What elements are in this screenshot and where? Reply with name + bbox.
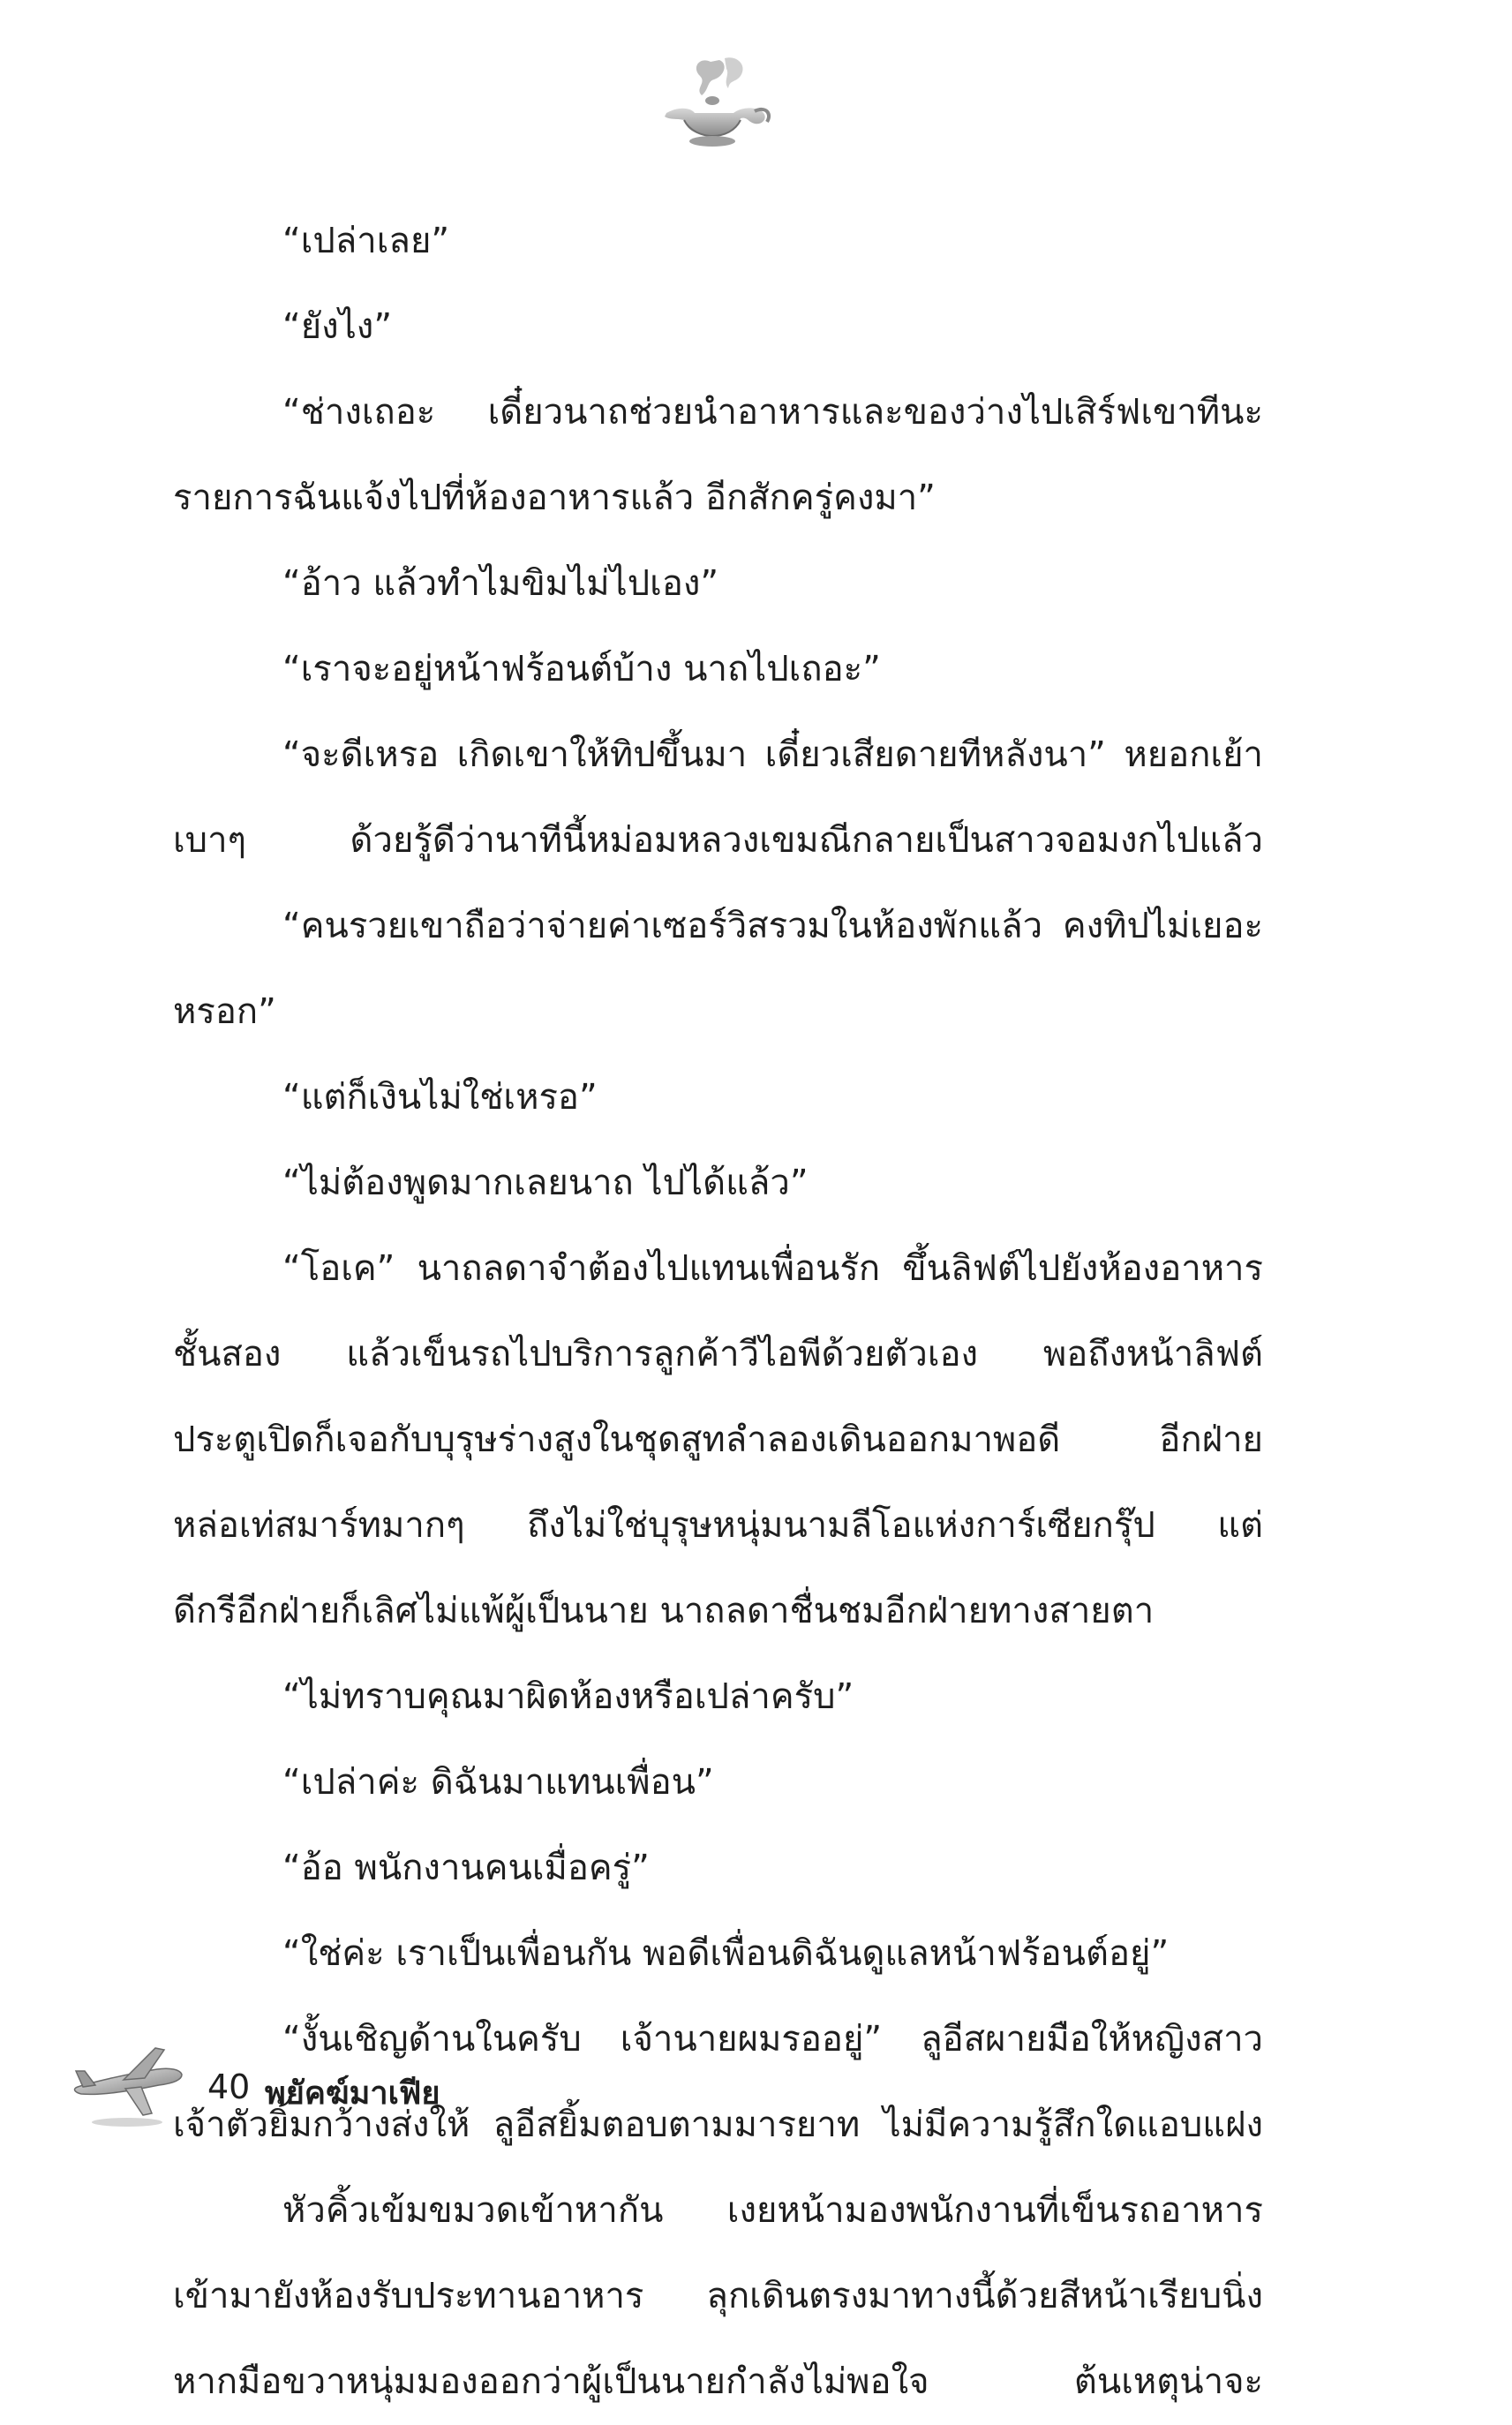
text-line: รายการฉันแจ้งไปที่ห้องอาหารแล้ว อีกสักครู่คงมา” — [173, 478, 936, 518]
page-footer — [71, 2030, 688, 2136]
text-line: ประตูเปิดก็เจอกับบุรุษร่างสูงในชุดสูทลำลองเดินออกมาพอดี อีกฝ่าย — [173, 1420, 1263, 1460]
text-line: หรอก” — [173, 991, 276, 1032]
text-line: หล่อเท่สมาร์ทมากๆ ถึงไม่ใช่บุรุษหนุ่มนามลีโอแห่งการ์เซียกรุ๊ป แต่ — [173, 1505, 1263, 1546]
text-line: เจ้าตัวยิ้มกว้างส่งให้ ลูอีสยิ้มตอบตามมารยาท ไม่มีความรู้สึกใดแอบแฝง — [173, 2105, 1263, 2145]
text-line: ชั้นสอง แล้วเข็นรถไปบริการลูกค้าวีไอพีด้วยตัวเอง พอถึงหน้าลิฟต์ — [173, 1334, 1263, 1374]
text-line: “ใช่ค่ะ เราเป็นเพื่อนกัน พอดีเพื่อนดิฉันดูแลหน้าฟร้อนต์อยู่” — [282, 1933, 1170, 1974]
genie-lamp-icon — [649, 55, 777, 156]
page-number: 40 — [207, 2067, 251, 2106]
text-line: “เราจะอยู่หน้าฟร้อนต์บ้าง นาถไปเถอะ” — [282, 649, 881, 689]
text-line: หัวคิ้วเข้มขมวดเข้าหากัน เงยหน้ามองพนักงานที่เข็นรถอาหาร — [282, 2190, 1263, 2231]
text-line: “อ้าว แล้วทำไมขิมไม่ไปเอง” — [282, 563, 719, 604]
text-line: ดีกรีอีกฝ่ายก็เลิศไม่แพ้ผู้เป็นนาย นาถลดาชื่นชมอีกฝ่ายทางสายตา — [173, 1591, 1155, 1631]
text-line: “จะดีเหรอ เกิดเขาให้ทิปขึ้นมา เดี๋ยวเสียดายทีหลังนา” หยอกเย้า — [282, 734, 1263, 775]
text-line: เข้ามายังห้องรับประทานอาหาร ลุกเดินตรงมาทางนี้ด้วยสีหน้าเรียบนิ่ง — [173, 2276, 1263, 2316]
text-line: “อ้อ พนักงานคนเมื่อครู่” — [282, 1848, 650, 1888]
text-line: “โอเค” นาถลดาจำต้องไปแทนเพื่อนรัก ขึ้นลิฟต์ไปยังห้องอาหาร — [282, 1248, 1263, 1289]
text-line: “แต่ก็เงินไม่ใช่เหรอ” — [282, 1077, 598, 1118]
airplane-icon — [71, 2030, 194, 2128]
text-line: หากมือขวาหนุ่มมองออกว่าผู้เป็นนายกำลังไม่พอใจ ต้นเหตุน่าจะ — [173, 2361, 1263, 2402]
text-line: เบาๆ ด้วยรู้ดีว่านาทีนี้หม่อมหลวงเขมณีกลายเป็นสาวจอมงกไปแล้ว — [173, 820, 1263, 861]
text-line: “ยังไง” — [282, 306, 393, 347]
text-line: “คนรวยเขาถือว่าจ่ายค่าเซอร์วิสรวมในห้องพักแล้ว คงทิปไม่เยอะ — [282, 906, 1263, 946]
text-line: “งั้นเชิญด้านในครับ เจ้านายผมรออยู่” ลูอีสผายมือให้หญิงสาว — [282, 2019, 1263, 2060]
text-line: “ช่างเถอะ เดี๋ยวนาถช่วยนำอาหารและของว่างไปเสิร์ฟเขาทีนะ — [282, 392, 1263, 433]
text-line: “เปล่าเลย” — [282, 221, 450, 261]
book-title: พยัคฆ์มาเฟีย — [265, 2075, 440, 2112]
text-line: “เปล่าค่ะ ดิฉันมาแทนเพื่อน” — [282, 1762, 714, 1803]
text-line: “ไม่ทราบคุณมาผิดห้องหรือเปล่าครับ” — [282, 1676, 854, 1717]
text-line: “ไม่ต้องพูดมากเลยนาถ ไปได้แล้ว” — [282, 1163, 809, 1203]
